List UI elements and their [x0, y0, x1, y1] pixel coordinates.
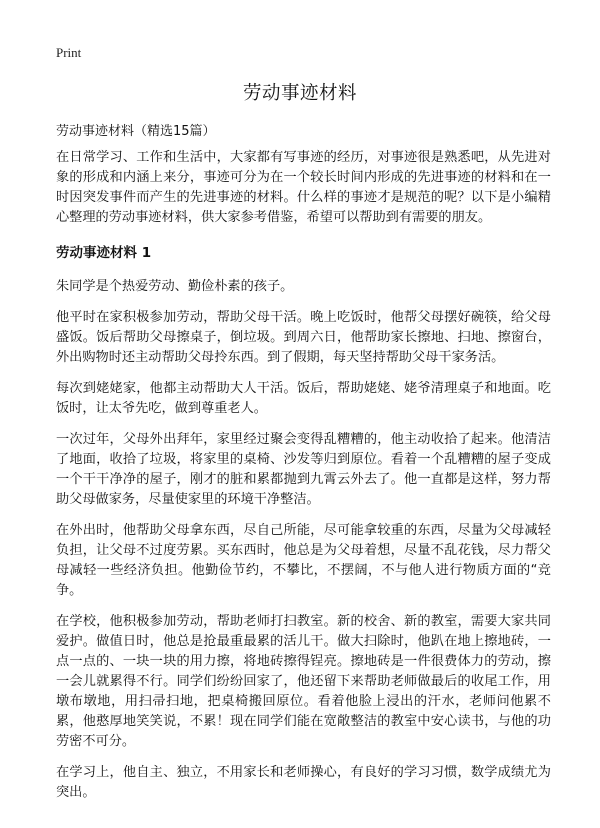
body-paragraph: 在外出时，他帮助父母拿东西，尽自己所能，尽可能拿较重的东西，尽量为父母减轻负担，让父母不过度劳累。买东西时，他总是为父母着想，尽量不乱花钱，尽力帮父母减轻一些经济负担。他勤俭节约，不攀比，不摆阔，不与他人进行物质方面的“竞争。: [56, 523, 551, 598]
body-paragraph: 他平时在家积极参加劳动，帮助父母干活。晚上吃饭时，他帮父母摆好碗筷，给父母盛饭。饭后帮助父母擦桌子，倒垃圾。到周六日，他帮助家长擦地、扫地、擦窗台，外出购物时还主动帮助父母拎东西。到了假期，每天坚持帮助父母干家务活。: [56, 310, 551, 365]
document-subtitle: 劳动事迹材料（精选15篇）: [56, 124, 216, 139]
print-link[interactable]: Print: [56, 45, 82, 60]
body-paragraph: 一次过年，父母外出拜年，家里经过聚会变得乱糟糟的，他主动收拾了起来。他清洁了地面，收拾了垃圾，将家里的桌椅、沙发等归到原位。看着一个乱糟糟的屋子变成一个干干净净的屋子，刚才的脏和累都抛到九霄云外去了。他一直都是这样，努力帮助父母做家务，尽量使家里的环境干净整洁。: [56, 432, 551, 507]
body-paragraph: 在学校，他积极参加劳动，帮助老师打扫教室。新的校舍、新的教室，需要大家共同爱护。做值日时，他总是抢最重最累的活儿干。做大扫除时，他趴在地上擦地砖，一点一点的、一块一块的用力擦，将地砖擦得锃亮。擦地砖是一件很费体力的劳动，擦一会儿就累得不行。同学们纷纷回家了，他还留下来帮助老师做最后的收尾工作，用墩布墩地，用扫帚扫地，把桌椅搬回原位。看着他脸上浸出的汗水，老师问他累不累，他憨厚地笑笑说，不累！现在同学们能在宽敞整洁的教室中安心读书，与他的功劳密不可分。: [56, 614, 551, 749]
body-paragraph: 每次到姥姥家，他都主动帮助大人干活。饭后，帮助姥姥、姥爷清理桌子和地面。吃饭时，让太爷先吃，做到尊重老人。: [56, 381, 551, 416]
body-paragraph: 朱同学是个热爱劳动、勤俭朴素的孩子。: [56, 279, 294, 294]
section-heading: 劳动事迹材料 1: [56, 245, 152, 261]
body-paragraph: 在学习上，他自主、独立，不用家长和老师操心，有良好的学习习惯，数学成绩尤为突出。: [56, 765, 551, 800]
document-body: [56, 148, 551, 814]
page-title: 劳动事迹材料: [242, 83, 357, 104]
intro-paragraph: 在日常学习、工作和生活中，大家都有写事迹的经历，对事迹很是熟悉吧，从先进对象的形成和内涵上来分，事迹可分为在一个较长时间内形成的先进事迹的材料和在一时因突发事件而产生的先进事迹的材料。什么样的事迹才是规范的呢？以下是小编精心整理的劳动事迹材料，供大家参考借鉴，希望可以帮助到有需要的朋友。: [56, 150, 551, 225]
